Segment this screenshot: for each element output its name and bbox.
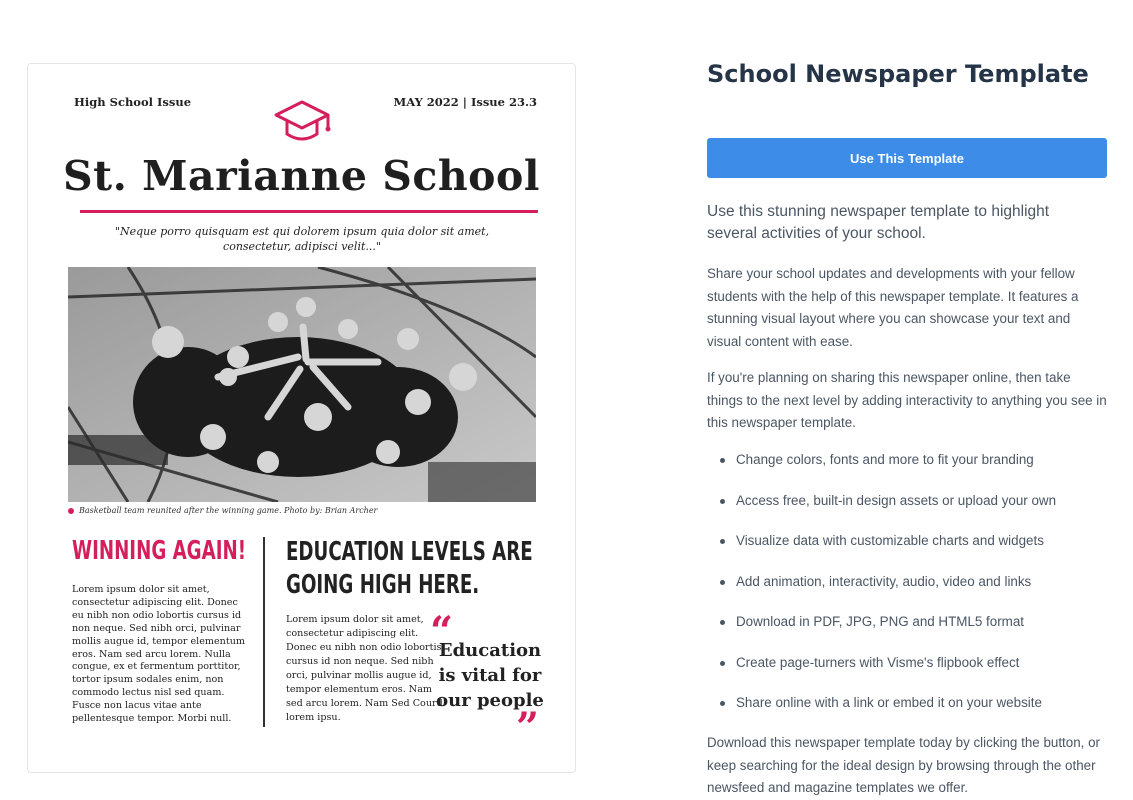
- graduation-cap-icon: [272, 96, 332, 148]
- school-name: St. Marianne School: [63, 152, 540, 200]
- feature-item: Access free, built-in design assets or upload your own: [707, 490, 1107, 531]
- article1-headline: WINNING AGAIN!: [72, 536, 247, 566]
- description-paragraph-1: Share your school updates and developments with your fellow students with the help of this newspaper template. It features a stunning visual layout where you can showcase your text and visual content with ease.: [707, 266, 1079, 349]
- tagline-quote: "Neque porro quisquam est qui dolorem ipsum quia dolor sit amet, consectetur, adipisci velit...": [114, 225, 490, 253]
- feature-item: Create page-turners with Visme's flipbook effect: [707, 652, 1107, 693]
- lead-text: Use this stunning newspaper template to highlight several activities of your school.: [707, 203, 1050, 242]
- closing-paragraph: Download this newspaper template today by clicking the button, or keep searching for the ideal design by browsing through the other newsfeed and magazine templates we offer.: [707, 735, 1101, 795]
- use-template-button[interactable]: Use This Template: [707, 138, 1107, 178]
- caption-dot-icon: [68, 508, 74, 514]
- masthead-left: High School Issue: [74, 95, 192, 109]
- feature-item: Visualize data with customizable charts and widgets: [707, 530, 1107, 571]
- column-divider: [263, 537, 265, 727]
- photo-caption: Basketball team reunited after the winning game. Photo by: Brian Archer: [68, 506, 377, 515]
- masthead-right: MAY 2022 | Issue 23.3: [393, 95, 537, 109]
- close-quote-icon: ”: [516, 704, 540, 751]
- article2-body: Lorem ipsum dolor sit amet, consectetur adipiscing elit. Donec eu nibh non odio lobortis cursus id non neque. Sed nibh orci, pulvinar mollis augue id, tempor elementum eros. Nam sed arcu lorem. Nam Sed Courd lorem ipsu.: [286, 614, 443, 723]
- template-title: School Newspaper Template: [707, 60, 1089, 88]
- article1-body: Lorem ipsum dolor sit amet, consectetur adipiscing elit. Donec eu nibh non odio lobortis cursus id non neque. Sed nibh orci, pulvinar mollis augue id, tempor elementum eros. Nam sed arcu lorem. Nulla congue, ex et fermentum porttitor, tortor ipsum sodales enim, non commodo lectus nisl sed quam. Fusce non lacus vitae ante pellentesque tempor. Morbi null.: [72, 584, 245, 725]
- feature-item: Add animation, interactivity, audio, video and links: [707, 571, 1107, 612]
- feature-item: Change colors, fonts and more to fit your branding: [707, 449, 1107, 490]
- feature-item: Share online with a link or embed it on your website: [707, 692, 1107, 733]
- title-rule: [80, 210, 538, 213]
- basketball-team-photo: [68, 267, 536, 502]
- feature-item: Download in PDF, JPG, PNG and HTML5 format: [707, 611, 1107, 652]
- template-preview[interactable]: [27, 63, 576, 773]
- description-paragraph-2: If you're planning on sharing this newspaper online, then take things to the next level by adding interactivity to anything you see in this newspaper template.: [707, 370, 1107, 430]
- open-quote-icon: “: [430, 608, 454, 655]
- article2-headline: EDUCATION LEVELS ARE GOING HIGH HERE.: [286, 537, 533, 600]
- pull-quote: Education is vital for our people: [436, 640, 544, 711]
- feature-list: [707, 449, 1107, 733]
